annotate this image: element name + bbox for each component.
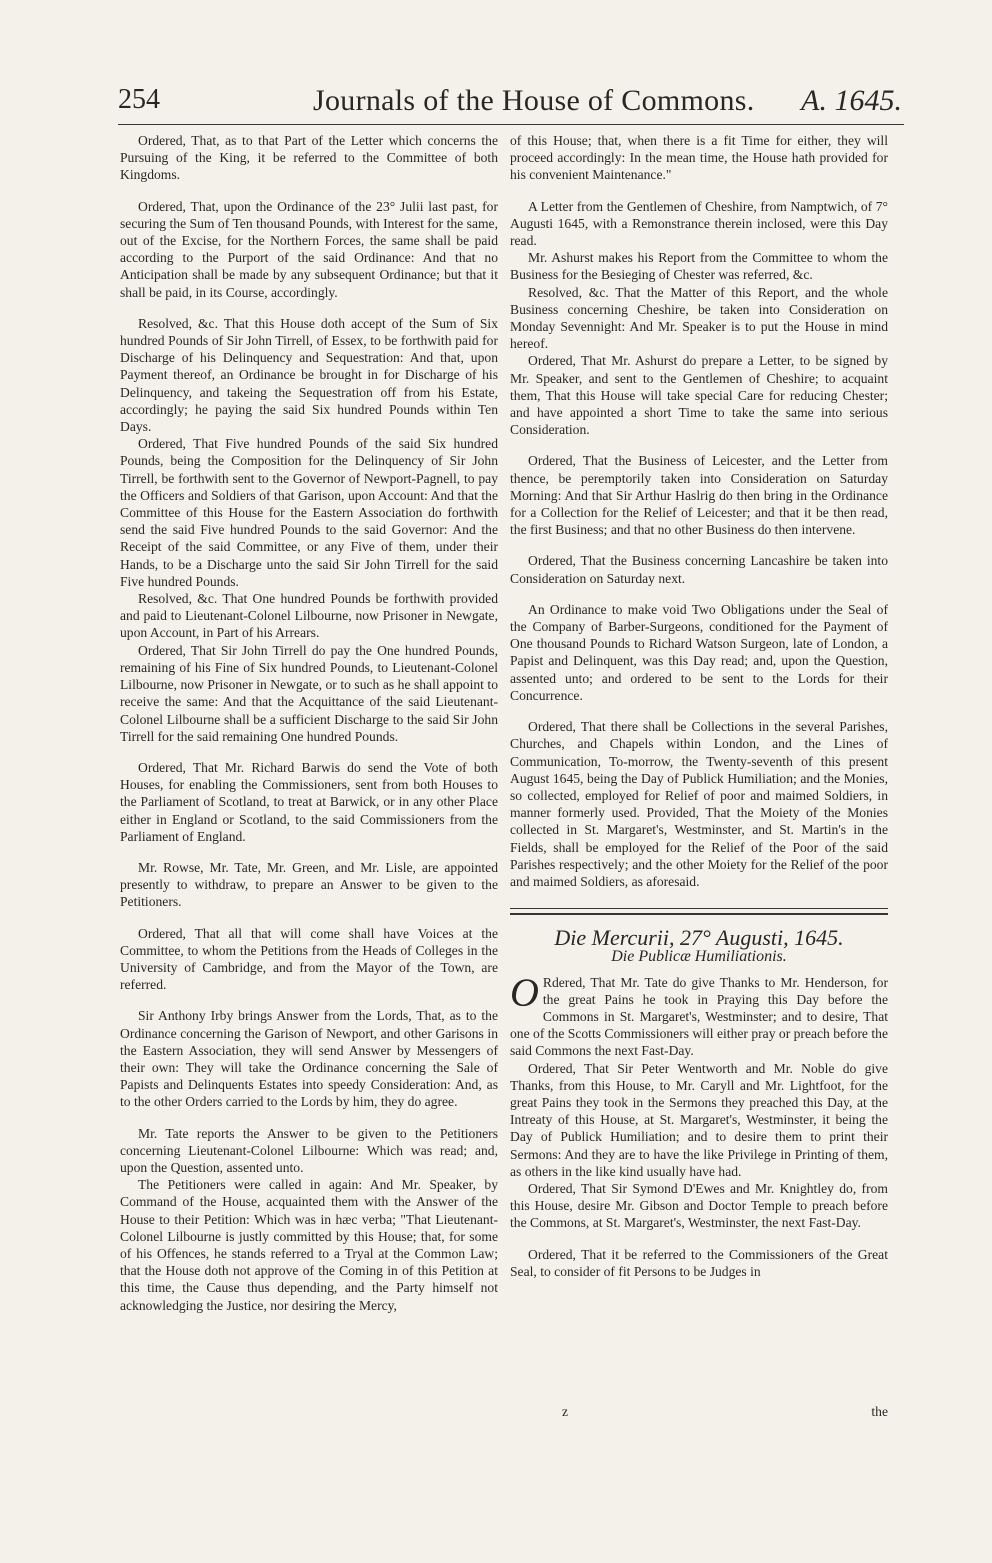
page-number: 254 xyxy=(118,84,160,115)
entry-paragraph: of this House; that, when there is a fit Time for either, they will proceed accordingly: In the mean time, the House hath provided for his convenient Maintenance." xyxy=(510,133,888,183)
entry-paragraph: Ordered, That Sir John Tirrell do pay the One hundred Pounds, remaining of his Fine of Six hundred Pounds, to Lieutenant-Colonel Lilbourne, now Prisoner in Newgate, or to such as he shall appoint to receive the same: And that the Acquittance of the said Lieutenant-Colonel Lilbourne shall be a sufficient Discharge to the said Sir John Tirrell for the said remaining One hundred Pounds. xyxy=(120,642,498,744)
section-divider xyxy=(510,908,888,915)
signature-mark: z xyxy=(562,1404,569,1419)
right-column xyxy=(510,132,888,1280)
entry-paragraph: Resolved, &c. That this House doth accept of the Sum of Six hundred Pounds of Sir John Tirrell, of Essex, to be forthwith paid for Discharge of his Delinquency and Sequestration: And that, upon Payment thereof, an Ordinance be brought in for Discharge of his Delinquency, and takeing the Sequestration off from his Estate, accordingly; he paying the said Six hundred Pounds within Ten Days. xyxy=(120,315,498,435)
entry-paragraph: Mr. Rowse, Mr. Tate, Mr. Green, and Mr. Lisle, are appointed presently to withdraw, to prepare an Answer to be given to the Petitioners. xyxy=(120,859,498,910)
entry-paragraph: Ordered, That there shall be Collections in the several Parishes, Churches, and Chapels within London, and the Lines of Communication, To-morrow, the Twenty-seventh of this present August 1645, being the Day of Publick Humiliation; and the Monies, so collected, employed for Relief of poor and maimed Soldiers, in manner formerly used. Provided, That the Moiety of the Monies collected in St. Margaret's, Westminster, and St. Martin's in the Fields, shall be employed for the Relief of the Poor of the said Parishes respectively; and the other Moiety for the Relief of the poor and maimed Soldiers, as aforesaid. xyxy=(510,719,888,889)
year-heading: A. 1645. xyxy=(801,84,902,117)
entry-paragraph: Mr. Tate reports the Answer to be given to the Petitioners concerning Lieutenant-Colonel Lilbourne: Which was read; and, upon the Question, assented unto. xyxy=(120,1125,498,1175)
entry-paragraph: Resolved, &c. That One hundred Pounds be forthwith provided and paid to Lieutenant-Colonel Lilbourne, now Prisoner in Newgate, upon Account, in Part of his Arrears. xyxy=(120,591,498,641)
entry-paragraph: Sir Anthony Irby brings Answer from the Lords, That, as to the Ordinance concerning the Garison of Newport, and other Garisons in the Eastern Association, they will send Answer by Messengers of their own: They will take the Ordinance concerning the Sale of Papists and Delinquents Estates into speedy Consideration: And, as to the other Orders carried to the Lords by him, they do agree. xyxy=(120,1008,498,1110)
entry-paragraph: Ordered, That, upon the Ordinance of the 23° Julii last past, for securing the Sum of Ten thousand Pounds, with Interest for the same, out of the Excise, for the Northern Forces, the same shall be paid according to the Purport of the said Ordinance: And that no Anticipation shall be made by any subsequent Ordinance; but that it shall be paid, in its Course, accordingly. xyxy=(120,198,498,300)
entry-paragraph xyxy=(510,969,888,1060)
header-rule xyxy=(118,124,904,125)
entry-paragraph: Resolved, &c. That the Matter of this Report, and the whole Business concerning Cheshire, be taken into Consideration on Monday Sevennight: And Mr. Speaker is to put the House in mind hereof. xyxy=(510,284,888,352)
entry-paragraph: Ordered, That the Business concerning Lancashire be taken into Consideration on Saturday next. xyxy=(510,553,888,586)
catchword: the xyxy=(871,1404,888,1419)
entry-paragraph: Mr. Ashurst makes his Report from the Committee to whom the Business for the Besieging of Chester was referred, &c. xyxy=(510,250,888,283)
entry-paragraph: Ordered, That it be referred to the Commissioners of the Great Seal, to consider of fit Persons to be Judges in xyxy=(510,1246,888,1279)
entry-paragraph: Ordered, That Five hundred Pounds of the said Six hundred Pounds, being the Composition for the Delinquency of Sir John Tirrell, be forthwith sent to the Governor of Newport-Pagnell, to pay the Officers and Soldiers of that Garison, upon Account: And that the Committee of this House for the Eastern Association do forthwith send the said Five hundred Pounds to the said Governor: And the Receipt of the said Committee, or any Five of them, under their Hands, to be a Discharge unto the said Sir John Tirrell for the said Five hundred Pounds. xyxy=(120,436,498,589)
entry-paragraph: Ordered, That the Business of Leicester, and the Letter from thence, be peremptorily taken into Consideration on Saturday Morning: And that Sir Arthur Haslrig do then bring in the Ordinance for a Collection for the Relief of Leicester; and that it be then read, the first Business; and that no other Business do then intervene. xyxy=(510,453,888,538)
entry-paragraph: Ordered, That Sir Symond D'Ewes and Mr. Knightley do, from this House, desire Mr. Gibson and Doctor Temple to preach before the Commons, at St. Margaret's, Westminster, the next Fast-Day. xyxy=(510,1180,888,1231)
day-heading: Die Mercurii, 27° Augusti, 1645. xyxy=(554,925,844,951)
entry-paragraph: Ordered, That Sir Peter Wentworth and Mr. Noble do give Thanks, from this House, to Mr. Caryll and Mr. Lightfoot, for the great Pains they took in the Sermons they preached this Day, at the Intreaty of this House, at St. Margaret's, Westminster, it being the Day of Publick Humiliation; and to desire them to print their Sermons: And they are to have the like Privilege in Printing of them, as others in the like kind usually have had. xyxy=(510,1060,888,1179)
running-title: Journals of the House of Commons. xyxy=(313,84,755,117)
entry-paragraph: Ordered, That Mr. Ashurst do prepare a Letter, to be signed by Mr. Speaker, and sent to the Gentlemen of Cheshire; to acquaint them, That this House will take special Care for reducing Chester; and have appointed a short Time to take the same into serious Consideration. xyxy=(510,353,888,438)
entry-paragraph: Ordered, That all that will come shall have Voices at the Committee, to whom the Petitions from the Heads of Colleges in the University of Cambridge, and from the Mayor of the Town, are referred. xyxy=(120,925,498,993)
drop-capital: O xyxy=(510,969,539,1015)
entry-paragraph: A Letter from the Gentlemen of Cheshire, from Namptwich, of 7° Augusti 1645, with a Remonstrance therein inclosed, were this Day read. xyxy=(510,198,888,249)
entry-paragraph: Ordered, That, as to that Part of the Letter which concerns the Pursuing of the King, it be referred to the Committee of both Kingdoms. xyxy=(120,133,498,183)
entry-paragraph: Ordered, That Mr. Richard Barwis do send the Vote of both Houses, for enabling the Commissioners, sent from both Houses to the Parliament of Scotland, to treat at Barwick, or in any other Place either in England or Scotland, to the said Commissioners from the Parliament of England. xyxy=(120,759,498,844)
left-column xyxy=(120,132,498,1314)
entry-paragraph: An Ordinance to make void Two Obligations under the Seal of the Company of Barber-Surgeons, conditioned for the Payment of One thousand Pounds to Richard Watson Surgeon, late of London, a Papist and Delinquent, was this Day read; and, upon the Question, assented unto; and ordered to be sent to the Lords for their Concurrence. xyxy=(510,601,888,703)
entry-text: Rdered, That Mr. Tate do give Thanks to Mr. Henderson, for the great Pains he took in Praying this Day before the Commons in St. Margaret's, Westminster; and to desire, That one of the Scotts Commissioners will either pray or preach before the said Commons the next Fast-Day. xyxy=(510,974,888,1059)
day-subheading: Die Publicæ Humiliationis. xyxy=(611,948,787,966)
entry-paragraph: The Petitioners were called in again: And Mr. Speaker, by Command of the House, acquainted them with the Answer of the House to their Petition: Which was in hæc verba; "That Lieutenant-Colonel Lilbourne is justly committed by this House; that, for some of his Offences, he stands referred to a Tryal at the Common Law; that the House doth not approve of the Coming in of this Petition at this time, the Cause thus depending, and the Party himself not acknowledging the Justice, nor desiring the Mercy, xyxy=(120,1177,498,1313)
